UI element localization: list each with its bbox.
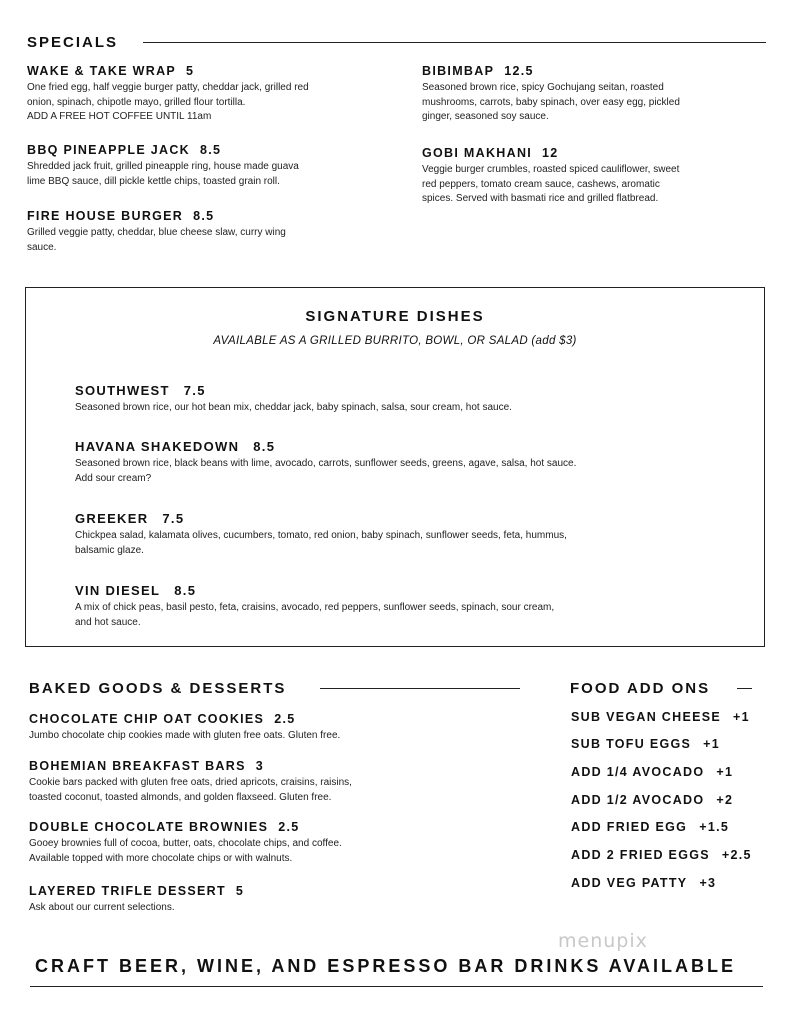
specials-rule [143,42,766,43]
menupix-watermark: menupix [558,930,648,952]
item-desc: Available topped with more chocolate chips or with walnuts. [29,852,293,864]
item-name: HAVANA SHAKEDOWN [75,439,240,454]
addon-name: SUB VEGAN CHEESE [571,710,721,724]
item-name: CHOCOLATE CHIP OAT COOKIES [29,712,265,726]
addons-rule [737,688,752,689]
item-desc: mushrooms, carrots, baby spinach, over easy egg, pickled [422,96,680,108]
item-price: 3 [255,759,264,773]
item-name: WAKE & TAKE WRAP [27,64,177,78]
baked-rule [320,688,520,689]
item-desc: and hot sauce. [75,616,141,628]
signature-item [75,383,512,416]
item-price: 5 [186,64,195,78]
addon-name: ADD VEG PATTY [571,876,688,890]
addon-item [571,876,716,890]
addon-item [571,820,729,834]
signature-item [75,583,554,630]
item-name: VIN DIESEL [75,583,161,598]
item-name: GOBI MAKHANI [422,146,533,160]
addon-item [571,737,720,751]
item-desc: Gooey brownies full of cocoa, butter, oats, chocolate chips, and coffee. [29,838,342,849]
addon-item [571,793,733,807]
item-desc: ADD A FREE HOT COFFEE UNTIL 11am [27,111,212,122]
item-desc: toasted coconut, toasted almonds, and golden flaxseed. Gluten free. [29,791,332,803]
item-name: LAYERED TRIFLE DESSERT [29,884,226,898]
signature-item [75,439,576,486]
item-price: 7.5 [183,383,206,398]
item-desc: Shredded jack fruit, grilled pineapple ring, house made guava [27,161,299,172]
addon-name: SUB TOFU EGGS [571,737,692,751]
item-price: 7.5 [162,511,185,526]
addon-price: +1 [703,737,721,751]
signature-item [75,511,567,558]
addon-price: +2.5 [721,848,752,862]
item-desc: Jumbo chocolate chip cookies made with gluten free oats. Gluten free. [29,730,341,741]
item-desc: Chickpea salad, kalamata olives, cucumbers, tomato, red onion, baby spinach, sunflower seeds, feta, hummus, [75,530,567,541]
item-price: 2.5 [278,820,300,834]
item-desc: sauce. [27,241,57,253]
signature-subtitle: AVAILABLE AS A GRILLED BURRITO, BOWL, OR SALAD (add $3) [213,335,577,347]
item-price: 12 [542,146,559,160]
item-desc: ginger, seasoned soy sauce. [422,111,549,122]
baked-item [29,712,529,744]
addon-price: +2 [716,793,734,807]
item-price: 8.5 [253,439,276,454]
specials-item [422,146,762,207]
item-desc: red peppers, tomato cream sauce, cashews, aromatic [422,178,660,190]
specials-item [422,64,762,125]
item-name: SOUTHWEST [75,383,170,398]
item-desc: Grilled veggie patty, cheddar, blue cheese slaw, curry wing [27,227,286,238]
item-desc: One fried egg, half veggie burger patty, cheddar jack, grilled red [27,82,309,93]
addon-name: ADD 2 FRIED EGGS [571,848,710,862]
item-desc: Cookie bars packed with gluten free oats, dried apricots, craisins, raisins, [29,777,352,788]
item-desc: Veggie burger crumbles, roasted spiced cauliflower, sweet [422,164,680,175]
addon-name: ADD 1/4 AVOCADO [571,765,705,779]
footer-rule [30,986,763,987]
item-desc: spices. Served with basmati rice and grilled flatbread. [422,193,659,204]
item-price: 12.5 [504,64,534,78]
footer-banner: CRAFT BEER, WINE, AND ESPRESSO BAR DRINKS AVAILABLE [34,956,737,976]
addon-price: +1.5 [699,820,730,834]
item-desc: Add sour cream? [75,472,152,484]
item-name: BOHEMIAN BREAKFAST BARS [29,759,246,773]
addon-price: +1 [733,710,750,724]
item-price: 2.5 [274,712,296,726]
item-desc: Seasoned brown rice, spicy Gochujang seitan, roasted [422,82,664,93]
item-price: 8.5 [174,583,197,598]
specials-item [27,209,387,255]
specials-heading: SPECIALS [27,34,119,51]
baked-item [29,759,529,805]
addon-name: ADD FRIED EGG [571,820,688,834]
addon-price: +1 [716,765,734,779]
addon-item [571,765,733,779]
item-desc: A mix of chick peas, basil pesto, feta, craisins, avocado, red peppers, sunflower seeds, spinach, sour cream, [75,602,555,613]
item-price: 5 [235,884,245,898]
addon-item [571,848,752,862]
item-name: GREEKER [75,511,149,526]
baked-item [29,884,529,916]
item-name: FIRE HOUSE BURGER [27,209,184,223]
item-desc: Ask about our current selections. [29,902,175,913]
addon-price: +3 [699,876,717,890]
baked-item [29,820,529,866]
specials-item [27,64,387,125]
specials-item [27,143,387,189]
item-name: BIBIMBAP [422,64,495,78]
baked-heading: BAKED GOODS & DESSERTS [29,680,287,697]
item-desc: Seasoned brown rice, black beans with lime, avocado, carrots, sunflower seeds, greens, agave, salsa, hot sauce. [75,458,577,469]
item-name: BBQ PINEAPPLE JACK [27,143,191,157]
signature-heading: SIGNATURE DISHES [305,308,485,325]
addon-name: ADD 1/2 AVOCADO [571,793,705,807]
signature-box [25,287,765,647]
item-desc: lime BBQ sauce, dill pickle kettle chips, toasted grain roll. [27,175,280,187]
item-price: 8.5 [193,209,215,223]
item-desc: balsamic glaze. [75,544,144,556]
addon-item [571,710,750,724]
addons-heading: FOOD ADD ONS [570,680,711,697]
item-price: 8.5 [200,143,222,157]
item-desc: onion, spinach, chipotle mayo, grilled flour tortilla. [27,96,246,108]
item-desc: Seasoned brown rice, our hot bean mix, cheddar jack, baby spinach, salsa, sour cream, hot sauce. [75,402,512,413]
item-name: DOUBLE CHOCOLATE BROWNIES [29,820,269,834]
